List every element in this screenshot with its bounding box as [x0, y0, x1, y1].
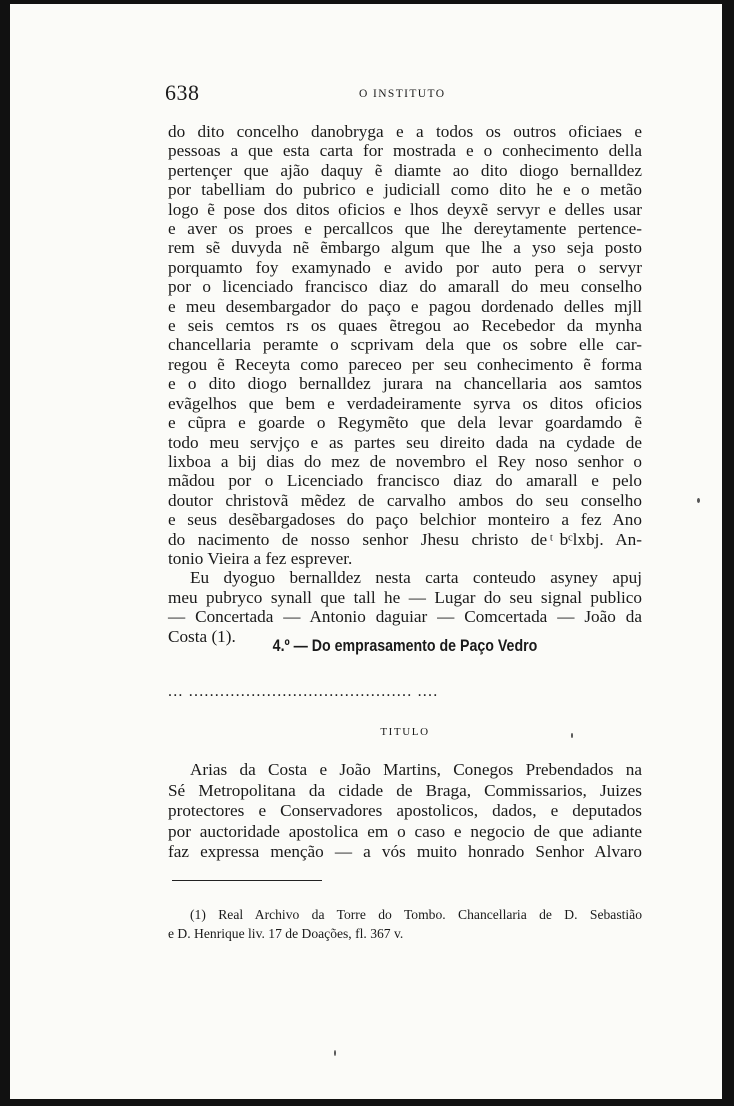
text-line: e seus desẽbargadoses do paço belchior monteiro a fez Ano: [168, 510, 642, 530]
text-line: chancellaria peramte o scprivam dela que os sobre elle car-: [168, 335, 642, 355]
text-line: por o licenciado francisco diaz do amarall do meu conselho: [168, 277, 642, 297]
text-line: lixboa a bij dias do mez de novembro el Rey noso senhor o: [168, 451, 642, 471]
text-line: todo meu servjço e as partes seu direito dada na cydade de: [168, 432, 642, 452]
paper-speck: [697, 498, 700, 503]
text-line: Arias da Costa e João Martins, Conegos Prebendados na: [190, 760, 642, 779]
section-heading: 4.º — Do emprasamento de Paço Vedro: [272, 637, 538, 655]
text-line: — Concertada — Antonio daguiar — Comcertada — João da: [168, 607, 642, 627]
page-header: [159, 80, 641, 110]
text-line: pertençer que ajão daquy ẽ diamte ao dito diogo bernalldez: [168, 160, 642, 180]
text-line: meu pubryco synall que tall he — Lugar do seu signal publico: [168, 587, 642, 607]
text-line: Sé Metropolitana da cidade de Braga, Commissarios, Juizes: [168, 780, 642, 800]
text-line: e cũpra e goarde o Regymẽto que dela levar goardamdo ẽ: [168, 413, 642, 433]
text-line: Eu dyoguo bernalldez nesta carta conteudo asyney apuj: [190, 568, 642, 588]
text-line: mãdou por o Licenciado francisco diaz do amarall e pelo: [168, 471, 642, 491]
main-text: [168, 122, 642, 646]
text-line: porquamto foy examynado e avido por auto pera o servyr: [168, 257, 642, 277]
text-line: pessoas a que esta carta for mostrada e o conhecimento della: [168, 141, 642, 161]
titulo-heading: TITULO: [380, 726, 430, 738]
text-line: do dito concelho danobryga e a todos os outros oficiaes e: [168, 122, 642, 141]
text-line: logo ẽ pose dos ditos oficios e lhos deyxẽ servyr e delles usar: [168, 199, 642, 219]
page-number: 638: [165, 80, 200, 105]
text-line: e o dito diogo bernalldez jurara na chancellaria aos samtos: [168, 374, 642, 394]
text-line: protectores e Conservadores apostolicos, dados, e deputados: [168, 801, 642, 821]
second-text-block: [168, 760, 642, 863]
footnote-line: (1) Real Archivo da Torre do Tombo. Chancellaria de D. Sebastião: [190, 907, 642, 922]
omission-dots: ... ........................................... ....: [168, 683, 439, 700]
text-line: evãgelhos que bem e verdadeiramente syrva os ditos oficios: [168, 393, 642, 413]
text-line: por auctoridade apostolica em o caso e negocio de que adiante: [168, 821, 642, 841]
text-line: tonio Vieira a fez esprever.: [168, 548, 353, 568]
text-line: doutor christovã mẽdez de carvalho ambos do seu conselho: [168, 490, 642, 510]
text-line: e seis cemtos rs os quaes ẽtregou ao Recebedor da mynha: [168, 316, 642, 336]
text-line: Costa (1).: [168, 626, 236, 646]
footnote-line: e D. Henrique liv. 17 de Doações, fl. 367 v.: [168, 925, 404, 941]
text-line: e aver os proes e percallcos que lhe dereytamente pertence-: [168, 219, 642, 239]
paper-speck: [571, 733, 573, 738]
footnote-divider: [172, 880, 322, 881]
text-line: do nacimento de nosso senhor Jhesu christo de ͭbᶜlxbj. An-: [168, 529, 642, 549]
footnote: [168, 906, 642, 943]
text-line: regou ẽ Receyta como pareceo per seu conhecimento ẽ forma: [168, 354, 642, 374]
text-line: rem sẽ duvyda nẽ ẽmbargo algum que lhe a yso seja posto: [168, 238, 642, 258]
text-line: e meu desembargador do paço e pagou dordenado delles mjll: [168, 296, 642, 316]
running-title: O INSTITUTO: [359, 88, 446, 100]
paper-speck: [334, 1050, 336, 1056]
text-line: faz expressa menção — a vós muito honrado Senhor Alvaro: [168, 842, 642, 862]
text-line: por tabelliam do pubrico e judiciall como dito he e o metão: [168, 180, 642, 200]
